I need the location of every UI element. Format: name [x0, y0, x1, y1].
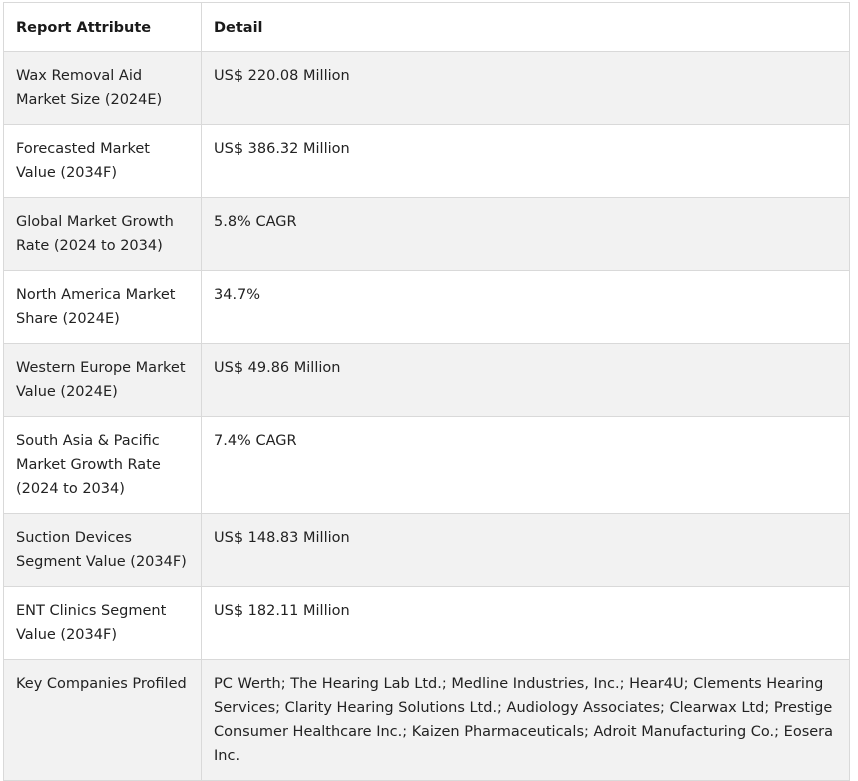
table-row	[4, 344, 850, 417]
detail-cell: PC Werth; The Hearing Lab Ltd.; Medline Industries, Inc.; Hear4U; Clements Hearing Services; Clarity Hearing Solutions Ltd.; Audiology Associates; Clearwax Ltd; Prestige Consumer Healthcare Inc.; Kaizen Pharmaceuticals; Adroit Manufacturing Co.; Eosera Inc.	[202, 660, 850, 781]
attribute-cell: North America Market Share (2024E)	[4, 271, 202, 344]
header-detail: Detail	[202, 3, 850, 52]
table-row	[4, 198, 850, 271]
detail-cell: 7.4% CAGR	[202, 417, 850, 514]
table-row	[4, 417, 850, 514]
detail-cell: US$ 386.32 Million	[202, 125, 850, 198]
detail-cell: US$ 49.86 Million	[202, 344, 850, 417]
table-row	[4, 125, 850, 198]
header-report-attribute: Report Attribute	[4, 3, 202, 52]
attribute-cell: Western Europe Market Value (2024E)	[4, 344, 202, 417]
attribute-cell: ENT Clinics Segment Value (2034F)	[4, 587, 202, 660]
attribute-cell: Suction Devices Segment Value (2034F)	[4, 514, 202, 587]
attribute-cell: South Asia & Pacific Market Growth Rate (2024 to 2034)	[4, 417, 202, 514]
detail-cell: US$ 148.83 Million	[202, 514, 850, 587]
table-row	[4, 660, 850, 781]
detail-cell: US$ 182.11 Million	[202, 587, 850, 660]
table-row	[4, 587, 850, 660]
table-header-row	[4, 3, 850, 52]
attribute-cell: Key Companies Profiled	[4, 660, 202, 781]
table-row	[4, 52, 850, 125]
attribute-cell: Wax Removal Aid Market Size (2024E)	[4, 52, 202, 125]
table-row	[4, 271, 850, 344]
attribute-cell: Global Market Growth Rate (2024 to 2034)	[4, 198, 202, 271]
report-attributes-table	[3, 2, 850, 781]
detail-cell: US$ 220.08 Million	[202, 52, 850, 125]
table-row	[4, 514, 850, 587]
detail-cell: 5.8% CAGR	[202, 198, 850, 271]
detail-cell: 34.7%	[202, 271, 850, 344]
attribute-cell: Forecasted Market Value (2034F)	[4, 125, 202, 198]
